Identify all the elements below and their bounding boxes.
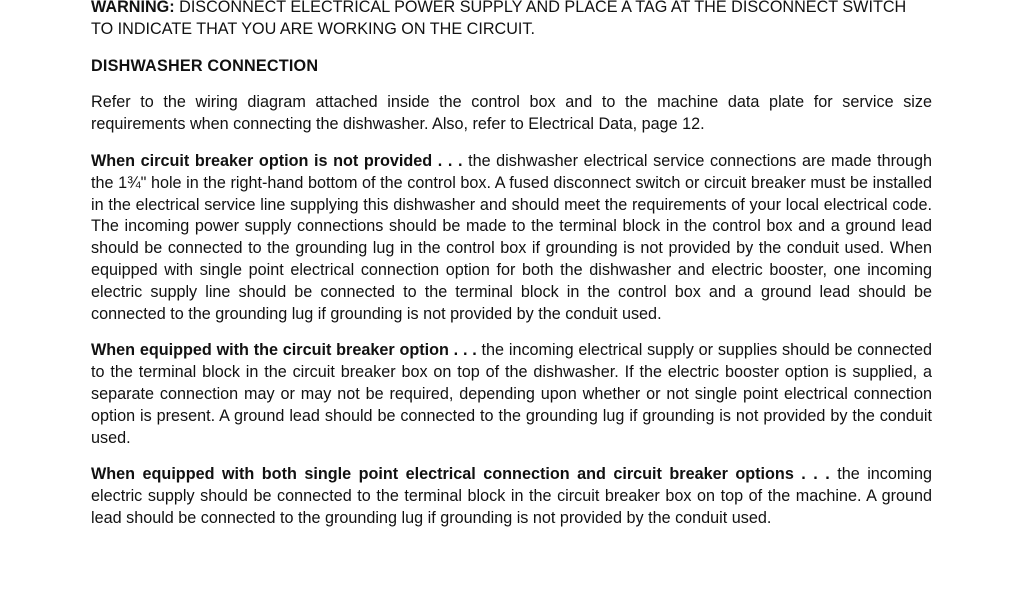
single-point-breaker-paragraph (91, 464, 932, 529)
warning-text: DISCONNECT ELECTRICAL POWER SUPPLY AND PLACE A TAG AT THE DISCONNECT SWITCH TO INDICATE THAT YOU ARE WORKING ON THE CIRCUIT. (91, 0, 907, 38)
no-breaker-paragraph (91, 151, 932, 325)
warning-paragraph (91, 0, 932, 41)
single-point-breaker-lead: When equipped with both single point electrical connection and circuit breaker options . . . (91, 465, 830, 484)
intro-text: Refer to the wiring diagram attached inside the control box and to the machine data plate for service size requirements when connecting the dishwasher. Also, refer to Electrical Data, page 12. (91, 93, 932, 134)
no-breaker-lead: When circuit breaker option is not provided . . . (91, 151, 463, 170)
breaker-paragraph (91, 340, 932, 449)
document-page (91, 0, 932, 545)
intro-paragraph (91, 92, 932, 136)
breaker-text: the incoming electrical supply or supplies should be connected to the terminal block in the circuit breaker box on top of the dishwasher. If the electric booster option is supplied, a separate connection may or may not be required, depending upon whether or not single point electrical connection option is present. A ground lead should be connected to the grounding lug if grounding is not provided by the conduit used. (91, 341, 933, 447)
no-breaker-text: the dishwasher electrical service connections are made through the 1¾" hole in the right-hand bottom of the control box. A fused disconnect switch or circuit breaker must be installed in the electrical service line supplying this dishwasher and should meet the requirements of your local electrical code. The incoming power supply connections should be made to the terminal block in the control box and a ground lead should be connected to the grounding lug in the control box if grounding is not provided by the conduit used. When equipped with single point electrical connection option for both the dishwasher and electric booster, one incoming electric supply line should be connected to the terminal block in the control box and a ground lead should be connected to the grounding lug if grounding is not provided by the conduit used. (91, 151, 932, 323)
single-point-breaker-text: the incoming electric supply should be connected to the terminal block in the circuit breaker box on top of the machine. A ground lead should be connected to the grounding lug if grounding is not provided by the conduit used. (91, 465, 932, 527)
section-heading: DISHWASHER CONNECTION (91, 56, 319, 75)
warning-label: WARNING: (91, 0, 175, 16)
breaker-lead: When equipped with the circuit breaker option . . . (91, 341, 477, 360)
